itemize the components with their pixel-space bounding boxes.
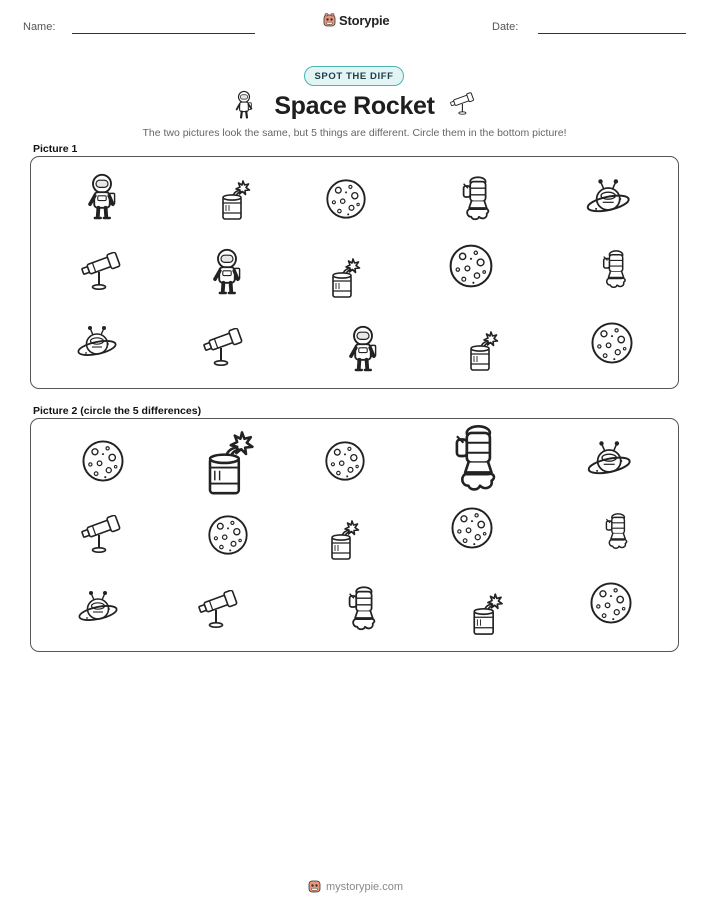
title-telescope-icon bbox=[448, 92, 478, 121]
mascot-icon bbox=[323, 13, 336, 28]
picture2-alien-icon[interactable] bbox=[76, 589, 120, 629]
picture1-telescope-icon bbox=[78, 252, 124, 292]
footer-mascot-icon bbox=[308, 879, 321, 894]
picture2-moon-icon[interactable] bbox=[588, 580, 634, 626]
picture1-alien-icon bbox=[584, 177, 632, 221]
picture2-panel[interactable] bbox=[30, 418, 679, 652]
picture2-dynamite-icon[interactable] bbox=[327, 517, 361, 561]
picture1-astronaut-icon bbox=[345, 325, 381, 373]
picture2-moon-icon[interactable] bbox=[206, 513, 250, 557]
picture1-telescope-icon bbox=[200, 328, 246, 368]
footer-url: mystorypie.com bbox=[326, 880, 404, 893]
picture2-telescope-icon[interactable] bbox=[78, 515, 124, 555]
picture1-moon-icon bbox=[447, 242, 495, 290]
picture1-panel bbox=[30, 156, 679, 389]
picture2-dynamite-icon[interactable] bbox=[202, 426, 256, 496]
picture1-alien-icon bbox=[75, 324, 119, 364]
picture2-alien-icon[interactable] bbox=[585, 439, 633, 483]
picture1-dynamite-icon bbox=[466, 328, 500, 372]
instructions: The two pictures look the same, but 5 things are different. Circle them in the bottom picture! bbox=[142, 127, 567, 139]
picture1-rocket-icon bbox=[598, 249, 630, 291]
picture2-telescope-icon[interactable] bbox=[195, 590, 241, 630]
picture1-dynamite-icon bbox=[218, 177, 252, 221]
picture1-astronaut-icon bbox=[84, 173, 120, 221]
brand-logo bbox=[323, 13, 389, 28]
picture1-label: Picture 1 bbox=[33, 143, 78, 155]
page-title: Space Rocket bbox=[274, 92, 435, 120]
brand-name: Storypie bbox=[339, 13, 390, 28]
picture2-rocket-icon[interactable] bbox=[601, 512, 632, 552]
picture2-label: Picture 2 (circle the 5 differences) bbox=[33, 405, 202, 417]
name-label: Name: bbox=[23, 21, 56, 33]
picture2-moon-icon[interactable] bbox=[449, 505, 495, 551]
name-line[interactable] bbox=[72, 33, 255, 34]
picture1-moon-icon bbox=[589, 320, 635, 366]
spot-the-diff-badge: SPOT THE DIFF bbox=[304, 66, 404, 86]
picture2-rocket-icon[interactable] bbox=[343, 585, 380, 633]
picture2-dynamite-icon[interactable] bbox=[469, 590, 505, 636]
picture2-rocket-icon[interactable] bbox=[447, 423, 503, 496]
date-line[interactable] bbox=[538, 33, 686, 34]
picture2-moon-icon[interactable] bbox=[80, 438, 126, 484]
picture1-dynamite-icon bbox=[328, 255, 362, 299]
date-label: Date: bbox=[492, 21, 519, 33]
picture1-rocket-icon bbox=[457, 175, 494, 223]
footer bbox=[308, 879, 403, 894]
picture1-moon-icon bbox=[324, 177, 368, 221]
picture1-astronaut-icon bbox=[209, 248, 245, 296]
picture2-moon-icon[interactable] bbox=[323, 439, 367, 483]
